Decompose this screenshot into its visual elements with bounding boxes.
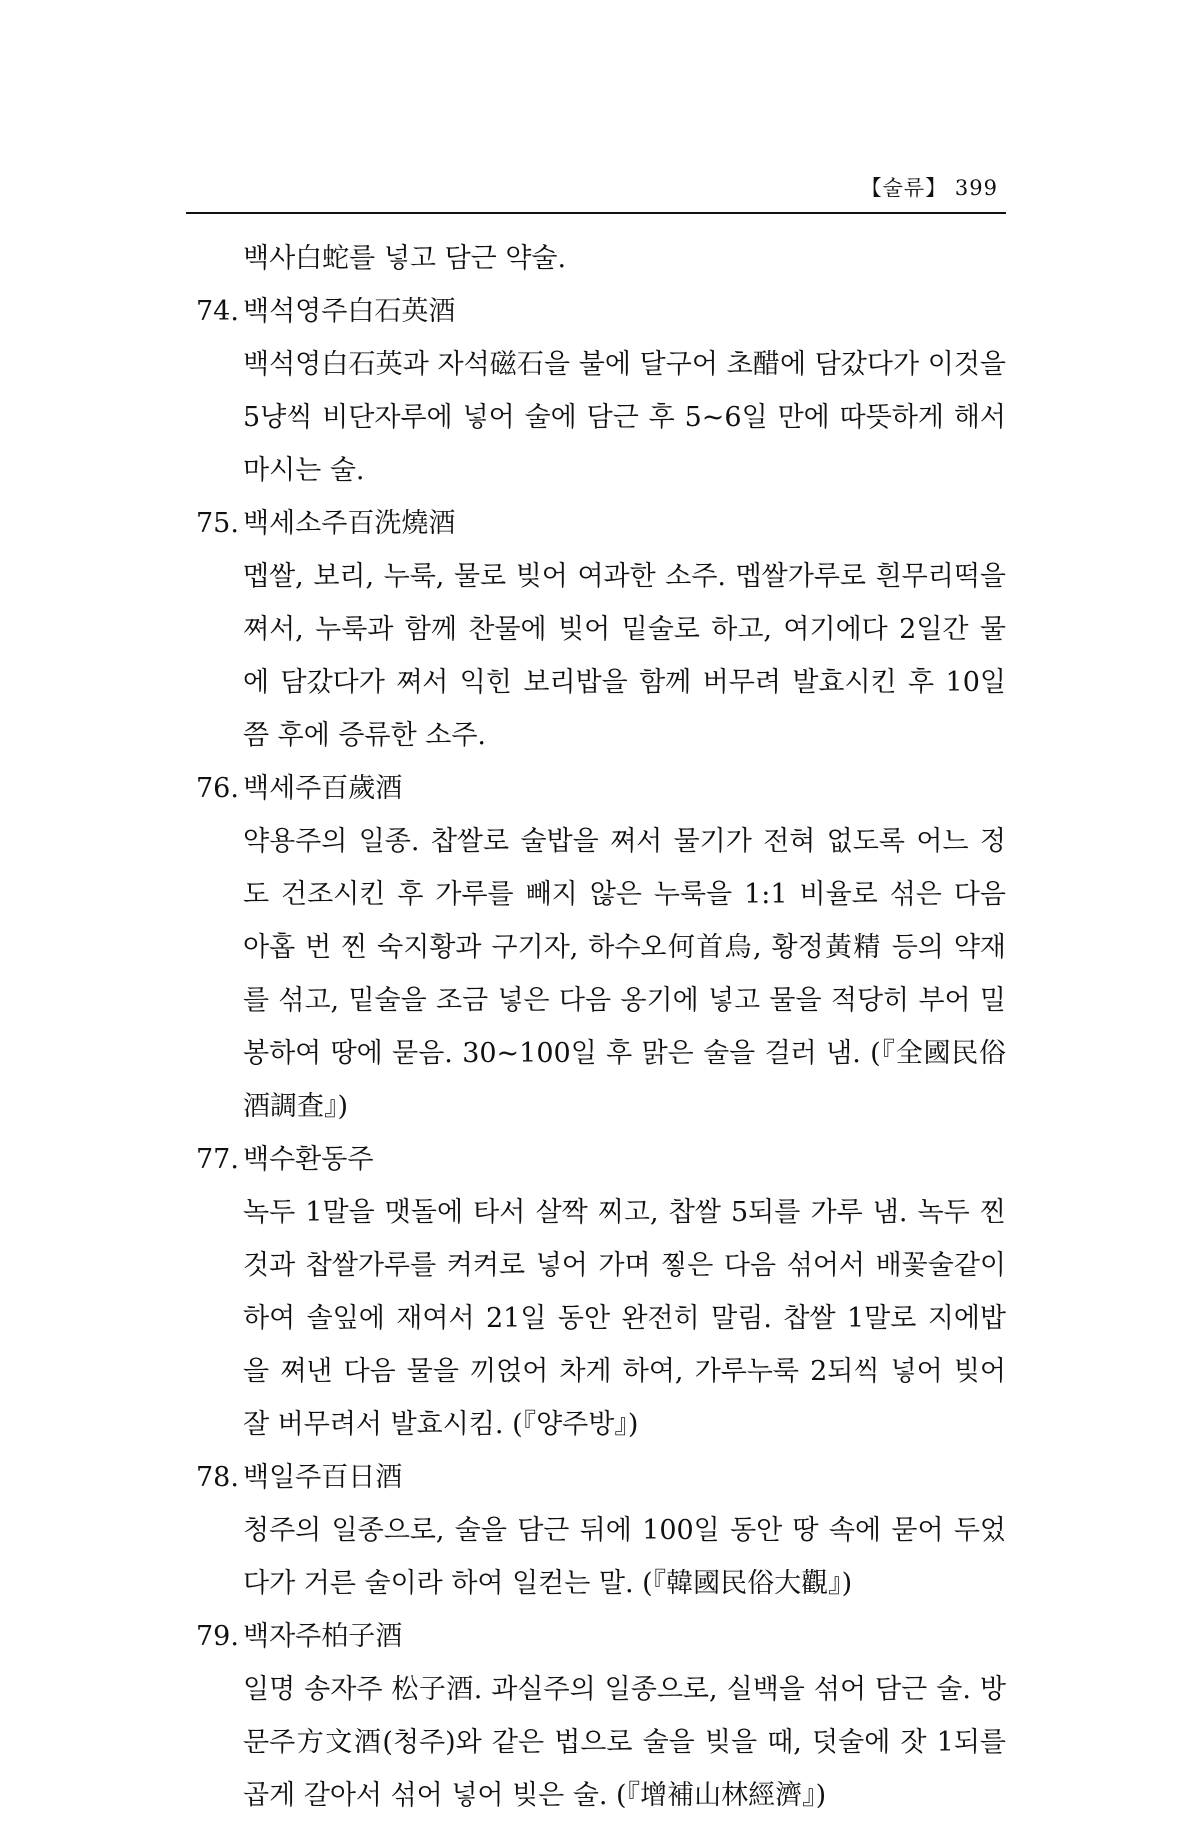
header-text — [861, 172, 998, 202]
section-label: 【술류】 — [860, 176, 948, 200]
entry-heading — [196, 497, 1006, 550]
entry-title: 백세주百歲酒 — [243, 773, 403, 804]
entry-number: 75. — [196, 508, 239, 539]
entry-title: 백자주柏子酒 — [243, 1621, 403, 1652]
entry-number: 74. — [196, 296, 239, 327]
entry-heading — [196, 1610, 1006, 1663]
page-number: 399 — [954, 176, 998, 200]
running-header — [186, 168, 1006, 214]
entry-body: 일명 송자주 松子酒. 과실주의 일종으로, 실백을 섞어 담근 술. 방문주方文酒(청주)와 같은 법으로 술을 빚을 때, 덧술에 잣 1되를 곱게 갈아서 섞어 넣어 빚은 술. (『增補山林經濟』) — [243, 1674, 1006, 1811]
entry-heading — [196, 1133, 1006, 1186]
entry-number: 79. — [196, 1621, 239, 1652]
continued-text: 백사白蛇를 넣고 담근 약술. — [243, 243, 567, 274]
entry-body: 백석영白石英과 자석磁石을 불에 달구어 초醋에 담갔다가 이것을 5냥씩 비단자루에 넣어 술에 담근 후 5~6일 만에 따뜻하게 해서 마시는 술. — [243, 349, 1006, 486]
entry-title: 백일주百日酒 — [243, 1462, 403, 1493]
entry-heading — [196, 285, 1006, 338]
page-body — [196, 232, 1006, 1822]
entry-heading — [196, 1451, 1006, 1504]
entry-title: 백수환동주 — [243, 1144, 374, 1175]
entry-body: 멥쌀, 보리, 누룩, 물로 빚어 여과한 소주. 멥쌀가루로 흰무리떡을 쪄서, 누룩과 함께 찬물에 빚어 밑술로 하고, 여기에다 2일간 물에 담갔다가 쪄서 익힌 보리밥을 함께 버무려 발효시킨 후 10일쯤 후에 증류한 소주. — [243, 561, 1006, 751]
entry-title: 백석영주白石英酒 — [243, 296, 456, 327]
entry-number: 78. — [196, 1462, 239, 1493]
entry-heading — [196, 762, 1006, 815]
entry-title: 백세소주百洗燒酒 — [243, 508, 456, 539]
entry-number: 77. — [196, 1144, 239, 1175]
entry-number: 76. — [196, 773, 239, 804]
entry-body: 청주의 일종으로, 술을 담근 뒤에 100일 동안 땅 속에 묻어 두었다가 거른 술이라 하여 일컫는 말. (『韓國民俗大觀』) — [243, 1515, 1006, 1599]
entry-body: 약용주의 일종. 찹쌀로 술밥을 쪄서 물기가 전혀 없도록 어느 정도 건조시킨 후 가루를 빼지 않은 누룩을 1:1 비율로 섞은 다음 아홉 번 찐 숙지황과 구기자, 하수오何首烏, 황정黃精 등의 약재를 섞고, 밑술을 조금 넣은 다음 옹기에 넣고 물을 적당히 부어 밀봉하여 땅에 묻음. 30~100일 후 맑은 술을 걸러 냄. (『全國民俗酒調査』) — [243, 826, 1006, 1122]
entry-body: 녹두 1말을 맷돌에 타서 살짝 찌고, 찹쌀 5되를 가루 냄. 녹두 찐 것과 찹쌀가루를 켜켜로 넣어 가며 찧은 다음 섞어서 배꽃술같이 하여 솔잎에 재여서 21일 동안 완전히 말림. 찹쌀 1말로 지에밥을 쪄낸 다음 물을 끼얹어 차게 하여, 가루누룩 2되씩 넣어 빚어 잘 버무려서 발효시킴. (『양주방』) — [243, 1197, 1006, 1440]
